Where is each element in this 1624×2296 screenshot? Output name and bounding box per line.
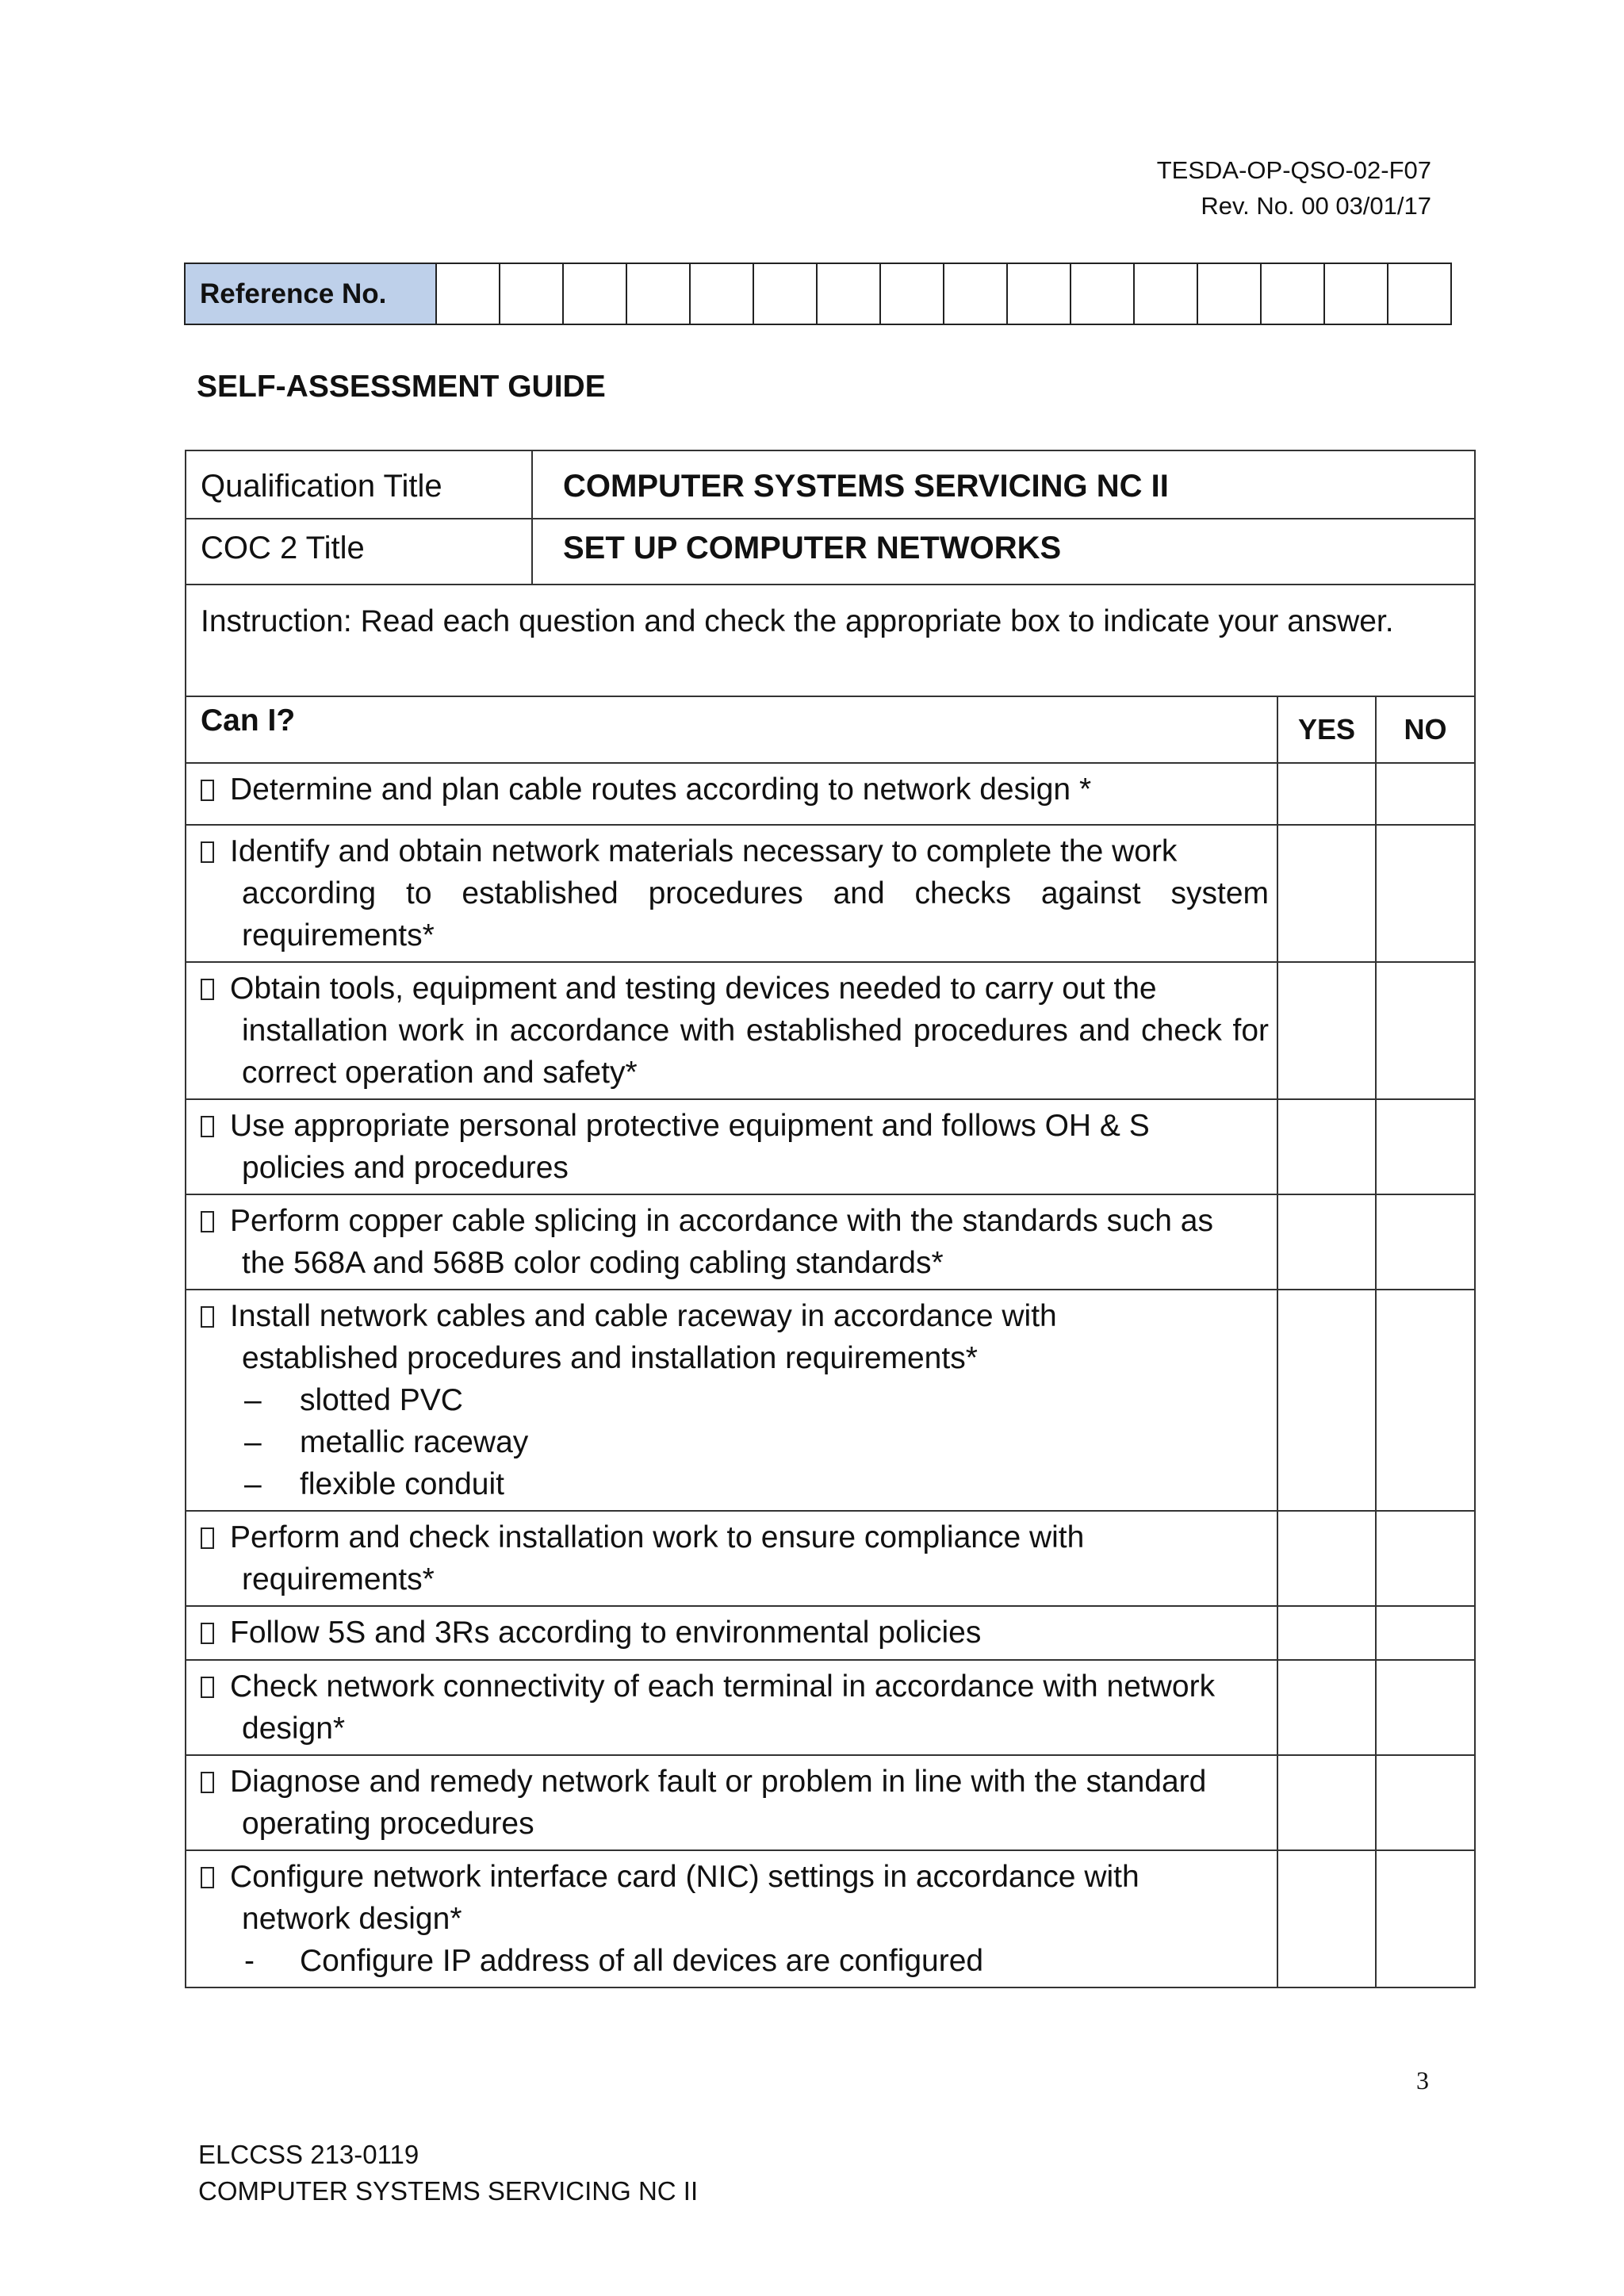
checkbox-glyph-icon — [201, 1772, 214, 1793]
competency-item: Perform copper cable splicing in accordance with the standards such as the 568A and 568B color coding cabling standards* — [186, 1194, 1277, 1290]
no-checkbox[interactable] — [1376, 1660, 1475, 1755]
reference-number-table — [184, 263, 1452, 325]
yes-checkbox[interactable] — [1277, 825, 1376, 962]
competency-item: Check network connectivity of each terminal in accordance with network design* — [186, 1660, 1277, 1755]
no-checkbox[interactable] — [1376, 1850, 1475, 1987]
reference-box[interactable] — [690, 263, 753, 324]
reference-box[interactable] — [753, 263, 817, 324]
checkbox-glyph-icon — [201, 1867, 214, 1888]
reference-box[interactable] — [817, 263, 880, 324]
competency-item: Identify and obtain network materials necessary to complete the work according to established procedures and checks against system requirements* — [186, 825, 1277, 962]
sub-item: – slotted PVC — [244, 1383, 463, 1417]
yes-checkbox[interactable] — [1277, 1099, 1376, 1194]
no-checkbox[interactable] — [1376, 1606, 1475, 1660]
coc-title-value: SET UP COMPUTER NETWORKS — [532, 519, 1475, 585]
reference-box[interactable] — [880, 263, 944, 324]
revision-number: Rev. No. 00 03/01/17 — [1201, 192, 1431, 220]
reference-box[interactable] — [1197, 263, 1261, 324]
yes-checkbox[interactable] — [1277, 763, 1376, 825]
yes-checkbox[interactable] — [1277, 1194, 1376, 1290]
no-checkbox[interactable] — [1376, 962, 1475, 1099]
no-checkbox[interactable] — [1376, 825, 1475, 962]
instruction-text: Instruction: Read each question and check the appropriate box to indicate your answer. — [186, 585, 1475, 696]
no-checkbox[interactable] — [1376, 1194, 1475, 1290]
page-number: 3 — [1416, 2066, 1429, 2095]
sub-item: – metallic raceway — [244, 1425, 529, 1459]
yes-checkbox[interactable] — [1277, 962, 1376, 1099]
no-column-header: NO — [1376, 696, 1475, 763]
reference-box[interactable] — [626, 263, 690, 324]
qualification-title-label: Qualification Title — [186, 450, 532, 519]
reference-box[interactable] — [944, 263, 1007, 324]
competency-item: Obtain tools, equipment and testing devices needed to carry out the installation work in accordance with established procedures and check for correct operation and safety* — [186, 962, 1277, 1099]
checkbox-glyph-icon — [201, 1306, 214, 1328]
checkbox-glyph-icon — [201, 841, 214, 863]
yes-checkbox[interactable] — [1277, 1511, 1376, 1606]
reference-box[interactable] — [1071, 263, 1134, 324]
no-checkbox[interactable] — [1376, 1290, 1475, 1511]
checkbox-glyph-icon — [201, 1211, 214, 1232]
reference-box[interactable] — [1388, 263, 1451, 324]
competency-item: Use appropriate personal protective equipment and follows OH & S policies and procedures — [186, 1099, 1277, 1194]
form-header — [1157, 152, 1431, 224]
competency-item: Install network cables and cable raceway in accordance with established procedures and installation requirements* – slotted PVC – metallic raceway – flexible conduit — [186, 1290, 1277, 1511]
reference-box[interactable] — [500, 263, 563, 324]
footer-code: ELCCSS 213-0119 — [198, 2140, 419, 2169]
no-checkbox[interactable] — [1376, 1755, 1475, 1850]
checkbox-glyph-icon — [201, 1623, 214, 1644]
reference-box[interactable] — [1261, 263, 1324, 324]
reference-box[interactable] — [563, 263, 626, 324]
yes-checkbox[interactable] — [1277, 1850, 1376, 1987]
qualification-title-value: COMPUTER SYSTEMS SERVICING NC II — [532, 450, 1475, 519]
reference-box[interactable] — [1007, 263, 1071, 324]
can-i-header: Can I? — [186, 696, 1277, 763]
reference-number-label: Reference No. — [185, 263, 436, 324]
reference-box[interactable] — [436, 263, 500, 324]
checkbox-glyph-icon — [201, 1116, 214, 1137]
coc-title-label: COC 2 Title — [186, 519, 532, 585]
no-checkbox[interactable] — [1376, 1511, 1475, 1606]
yes-checkbox[interactable] — [1277, 1755, 1376, 1850]
form-code: TESDA-OP-QSO-02-F07 — [1156, 156, 1431, 184]
self-assessment-table — [185, 450, 1476, 1988]
competency-item: Diagnose and remedy network fault or problem in line with the standard operating procedures — [186, 1755, 1277, 1850]
checkbox-glyph-icon — [201, 1677, 214, 1698]
competency-item: Follow 5S and 3Rs according to environmental policies — [186, 1606, 1277, 1660]
competency-item: Determine and plan cable routes according to network design * — [186, 763, 1277, 825]
checkbox-glyph-icon — [201, 979, 214, 1000]
sub-item: – flexible conduit — [244, 1467, 504, 1501]
competency-item: Perform and check installation work to ensure compliance with requirements* — [186, 1511, 1277, 1606]
yes-checkbox[interactable] — [1277, 1660, 1376, 1755]
sub-item: - Configure IP address of all devices are configured — [244, 1944, 984, 1978]
yes-column-header: YES — [1277, 696, 1376, 763]
no-checkbox[interactable] — [1376, 763, 1475, 825]
checkbox-glyph-icon — [201, 780, 214, 801]
guide-title: SELF-ASSESSMENT GUIDE — [197, 370, 606, 404]
reference-box[interactable] — [1324, 263, 1388, 324]
footer-qualification: COMPUTER SYSTEMS SERVICING NC II — [198, 2176, 699, 2206]
yes-checkbox[interactable] — [1277, 1606, 1376, 1660]
competency-item: Configure network interface card (NIC) settings in accordance with network design* - Configure IP address of all devices are configured — [186, 1850, 1277, 1987]
yes-checkbox[interactable] — [1277, 1290, 1376, 1511]
no-checkbox[interactable] — [1376, 1099, 1475, 1194]
reference-box[interactable] — [1134, 263, 1197, 324]
checkbox-glyph-icon — [201, 1527, 214, 1549]
page-footer — [198, 2137, 698, 2210]
